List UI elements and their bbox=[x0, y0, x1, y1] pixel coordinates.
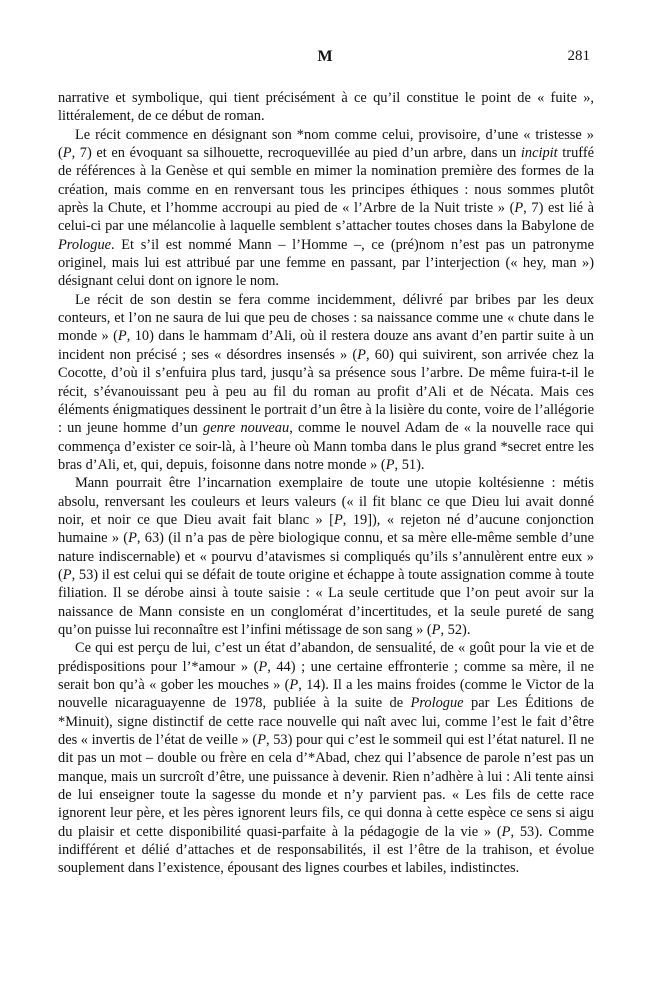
page-number: 281 bbox=[567, 48, 590, 64]
paragraph: Mann pourrait être l’incarnation exemplaire de toute une utopie koltésienne : métis absolu, renversant les couleurs et leurs valeurs (« il fit blanc ce que Dieu lui avait donné noir, et noir ce que Dieu avait fait blanc » [P, 19]), « rejeton né d’aucune conjonction humaine » (P, 63) (il n’a pas de père biologique connu, et sa mère elle-même semble d’une nature indiscernable) et « pourvu d’atavismes si compliqués qu’ils s’annulèrent entre eux » (P, 53) il est celui qui se défait de toute origine et échappe à toute assignation comme à toute filiation. Il se dérobe ainsi à toute saisie : « La seule certitude que l’on peut avoir sur la naissance de Mann consiste en un conglomérat d’incertitudes, et la seule pureté de sang qu’on puisse lui reconnaître est l’infini métissage de son sang » (P, 52). bbox=[58, 475, 594, 638]
running-head-letter: M bbox=[317, 48, 333, 65]
paragraph: Le récit de son destin se fera comme incidemment, délivré par bribes par les deux conteurs, et l’on ne saura de lui que peu de choses : sa naissance comme une « chute dans le monde » (P, 10) dans le hammam d’Ali, où il restera douze ans avant d’en partir suite à un incident non précisé ; ses « désordres insensés » (P, 60) qui suivirent, son arrivée chez la Cocotte, d’où il s’enfuira plus tard, jusqu’à sa présence sous l’arbre. De même fuira-t-il le récit, s’évanouissant peu à peu au fil du roman au profit d’Ali et de Nécata. Mais ces éléments énigmatiques dessinent le portrait d’un être à la lisière du conte, voire de l’allégorie : un jeune homme d’un genre nouveau, comme le nouvel Adam de « la nouvelle race qui commença d’exister ce soir-là, à l’heure où Mann tomba dans le plus grand *secret entre les bras d’Ali, et, qui, depuis, foisonne dans notre monde » (P, 51). bbox=[58, 291, 595, 473]
body-text bbox=[58, 89, 594, 878]
paragraph: Le récit commence en désignant son *nom comme celui, provisoire, d’une « tristesse » (P, 7) et en évoquant sa silhouette, recroquevillée au pied d’un arbre, dans un incipit truffé de références à la Genèse et qui semble en mimer la nomination première des formes de la création, mais comme en en renversant tous les principes éthiques : nous sommes plutôt après la Chute, et l’homme accroupi au pied de « l’Arbre de la Nuit triste » (P, 7) est lié à celui-ci par une mélancolie à laquelle semblent s’attacher toutes choses dans la Babylone de Prologue. Et s’il est nommé Mann – l’Homme –, ce (pré)nom n’est pas un patronyme originel, mais lui est attribué par une femme en passant, par l’interjection (« hey, man ») désignant celui dont on ignore le nom. bbox=[58, 126, 595, 290]
paragraph: Ce qui est perçu de lui, c’est un état d’abandon, de sensualité, de « goût pour la vie et de prédispositions pour l’*amour » (P, 44) ; une certaine effronterie ; comme sa mère, il ne serait bon qu’à « gober les mouches » (P, 14). Il a les mains froides (comme le Victor de la nouvelle nicaraguayenne de 1978, publiée à la suite de Prologue par Les Éditions de *Minuit), signe distinctif de cette race nouvelle qui naît avec lui, comme l’est le fait d’être des « invertis de l’état de veille » (P, 53) pour qui c’est le sommeil qui est l’état naturel. Il ne dit pas un mot – double ou frère en cela d’*Abad, chez qui l’absence de parole n’est pas un manque, mais un surcroît d’être, une puissance à devenir. Rien n’adhère à lui : Ali tente ainsi de lui enseigner toute la sagesse du monde et n’y parvient pas. « Les fils de cette race ignorent leur père, et les pères ignorent leurs fils, ce qui donna à cette espèce ce sens si aigu du plaisir et cette disponibilité quasi-parfaite à la pédagogie de la vie » (P, 53). Comme indifférent et délié d’attaches et de responsabilités, il est l’être de la trahison, et évolue souplement dans l’existence, épousant des lignes courbes et labiles, indistinctes. bbox=[58, 640, 594, 877]
paragraph: narrative et symbolique, qui tient précisément à ce qu’il constitue le point de « fuite », littéralement, de ce début de roman. bbox=[58, 90, 594, 125]
